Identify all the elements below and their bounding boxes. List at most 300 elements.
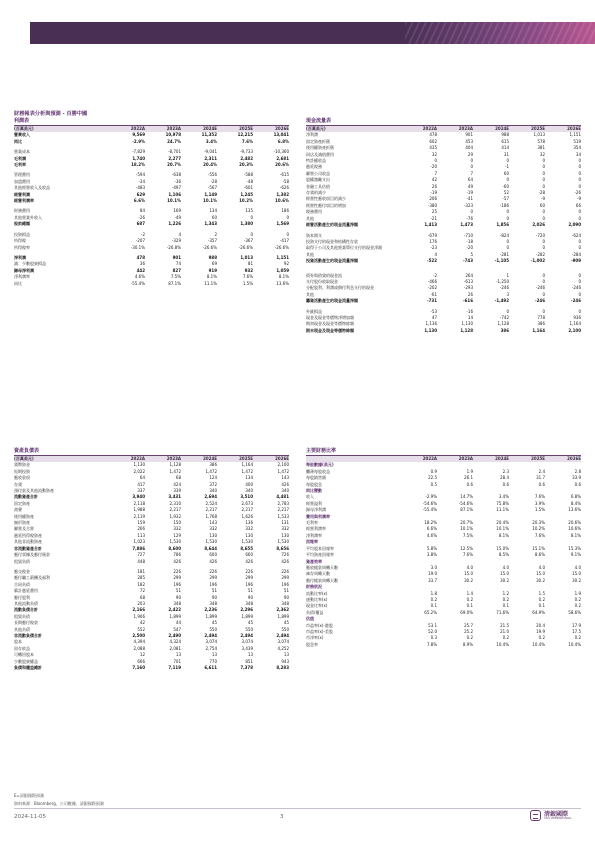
cash-flow-title: 現金流量表 xyxy=(306,118,581,126)
row-value: 2 xyxy=(214,231,217,237)
row-value: 1,899 xyxy=(169,613,181,619)
row-value: 64.9% xyxy=(532,609,545,615)
row-value: 0 xyxy=(286,231,289,237)
row-label: 毛利潤 xyxy=(14,155,26,161)
row-value: -556 xyxy=(207,172,217,178)
row-value: 11.1% xyxy=(204,280,217,286)
row-value: 0.6 xyxy=(574,481,581,487)
row-label: 庫存周轉天數 xyxy=(306,571,330,577)
row-value: 2,081 xyxy=(169,645,181,651)
row-value: 442 xyxy=(136,267,145,273)
row-value: 2,783 xyxy=(277,500,289,506)
row-label: 每股銷售額 xyxy=(306,475,326,481)
row-value: 176 xyxy=(429,238,437,244)
row-value: 2,673 xyxy=(241,500,253,506)
row-label: 稅務費用 xyxy=(306,209,322,215)
row-value: 1,569 xyxy=(276,221,289,227)
row-value: 17.5 xyxy=(572,628,581,634)
row-value: 285 xyxy=(137,575,145,581)
row-label: 財務費用 xyxy=(14,208,30,214)
row-value: -7,829 xyxy=(132,149,145,155)
row-value: 20.4 xyxy=(536,622,545,628)
row-value: -616 xyxy=(462,298,473,304)
row-value: 414 xyxy=(501,145,509,151)
row-value: 2,217 xyxy=(241,507,253,513)
row-value: 932 xyxy=(244,267,253,273)
row-value: 135 xyxy=(245,208,253,214)
row-value: 1,023 xyxy=(133,539,145,545)
row-value: 13.6% xyxy=(276,280,289,286)
row-label: 減：少數股東損益 xyxy=(14,261,46,267)
row-value: 2,524 xyxy=(205,500,217,506)
row-value: -731 xyxy=(426,298,437,304)
row-label: 市盈率(x)-港股 xyxy=(306,622,333,628)
row-value: 2.3 xyxy=(502,468,509,474)
row-value: 10.4% xyxy=(496,641,509,647)
row-value: 60 xyxy=(539,202,545,208)
row-value: 0 xyxy=(542,308,545,314)
row-value: -57 xyxy=(502,196,509,202)
row-value: -48 xyxy=(246,178,253,184)
row-value: 0 xyxy=(506,245,509,251)
row-value: -329 xyxy=(171,238,181,244)
row-value: 1,013 xyxy=(240,254,253,260)
row-value: 3.8% xyxy=(426,552,437,558)
row-value: 0 xyxy=(542,215,545,221)
row-label: 流動資產合計 xyxy=(14,494,38,500)
row-value: 0 xyxy=(578,158,581,164)
row-value: 20.4% xyxy=(203,162,217,168)
row-value: 0.6 xyxy=(538,481,545,487)
row-value: -282 xyxy=(535,251,545,257)
row-value: -2 xyxy=(433,272,437,278)
row-value: 1,149 xyxy=(204,191,217,197)
row-value: -10,360 xyxy=(273,149,289,155)
row-value: 4.0 xyxy=(574,564,581,570)
row-value: -186 xyxy=(499,202,509,208)
row-value: 1,151 xyxy=(276,254,289,260)
page-number: 3 xyxy=(280,814,284,820)
row-value: 3,074 xyxy=(241,639,253,645)
row-value: 1,130 xyxy=(424,327,437,333)
row-value: -55.4% xyxy=(130,280,145,286)
row-value: 51 xyxy=(283,588,289,594)
row-value: 2,494 xyxy=(240,632,253,638)
row-value: 1,988 xyxy=(133,507,145,513)
row-value: 1,380 xyxy=(240,221,253,227)
row-value: 4.0 xyxy=(466,564,473,570)
row-value: 8,600 xyxy=(168,545,181,551)
row-value: 69 xyxy=(211,261,217,267)
row-value: -58 xyxy=(282,178,289,184)
row-value: 143 xyxy=(281,475,289,481)
row-value: -55.4% xyxy=(422,507,437,513)
row-label: 股息率 xyxy=(306,641,318,647)
row-value: 19.0 xyxy=(428,571,437,577)
row-label: 分配股利、利潤或償付利息支付的現金 xyxy=(306,285,374,291)
cash-flow-table xyxy=(306,126,581,334)
row-value: 143 xyxy=(209,520,217,526)
row-value: 701 xyxy=(173,658,181,664)
row-value: 1.4 xyxy=(466,590,473,596)
row-value: 33.7 xyxy=(428,577,437,583)
row-value: -522 xyxy=(426,258,437,264)
row-value: 381 xyxy=(537,145,545,151)
row-value: 0.9 xyxy=(430,468,437,474)
row-value: 21.5 xyxy=(500,622,509,628)
row-value: 52 xyxy=(503,190,509,196)
row-value: 3,510 xyxy=(240,494,253,500)
row-value: 0.2 xyxy=(502,596,509,602)
row-value: 8,655 xyxy=(240,545,253,551)
row-value: 64 xyxy=(139,475,145,481)
row-value: -36 xyxy=(174,178,181,184)
row-value: -615 xyxy=(279,172,289,178)
row-value: 2,100 xyxy=(568,327,581,333)
row-value: 1,530 xyxy=(205,539,217,545)
row-value: 7.5% xyxy=(462,532,473,538)
row-value: -20 xyxy=(430,164,437,170)
row-label: 期初現金及現金等價物餘額 xyxy=(306,321,354,327)
row-value: 988 xyxy=(208,254,217,260)
row-value: 10.6% xyxy=(568,526,581,532)
row-value: 1,472 xyxy=(241,468,253,474)
row-value: 196 xyxy=(173,581,181,587)
row-value: -9 xyxy=(541,196,545,202)
row-label: 同店及減值費用 xyxy=(306,151,334,157)
row-value: 0 xyxy=(542,183,545,189)
row-value: 159 xyxy=(137,520,145,526)
row-label: 應付帳款周轉天數 xyxy=(306,577,338,583)
row-value: -638 xyxy=(171,172,181,178)
row-value: 4,394 xyxy=(133,639,145,645)
year-header: 2025E xyxy=(217,456,253,462)
row-value: 58.6% xyxy=(568,609,581,615)
row-label: 聯營及合營 xyxy=(14,526,34,532)
row-value: 2.8 xyxy=(574,468,581,474)
row-value: 332 xyxy=(209,526,217,532)
row-value: 0 xyxy=(506,209,509,215)
row-value: -18 xyxy=(466,238,473,244)
row-value: -824 xyxy=(499,232,509,238)
row-value: 10.1% xyxy=(496,526,509,532)
row-label: 財務狀況 xyxy=(306,584,322,590)
row-value: 0 xyxy=(578,308,581,314)
row-value: 348 xyxy=(209,600,217,606)
table-row xyxy=(306,642,581,648)
row-label: 投資活動產生的現金流量淨額 xyxy=(306,258,358,264)
row-label: 現金比率(x) xyxy=(306,603,328,609)
row-value: 113 xyxy=(137,532,145,538)
row-value: 0 xyxy=(578,278,581,284)
row-value: -909 xyxy=(570,258,581,264)
row-value: 21.0 xyxy=(500,628,509,634)
row-value: 8.1% xyxy=(570,532,581,538)
row-value: 68 xyxy=(175,475,181,481)
row-value: 134 xyxy=(245,475,253,481)
row-value: 226 xyxy=(173,568,181,574)
row-value: 2,166 xyxy=(132,607,145,613)
row-value: 426 xyxy=(281,558,289,564)
row-label: 負債/權益 xyxy=(306,609,324,615)
row-value: 1,473 xyxy=(460,222,473,228)
row-label: 留存收益 xyxy=(14,645,30,651)
row-value: 15.0 xyxy=(536,571,545,577)
row-value: 10.1% xyxy=(203,198,217,204)
row-value: 478 xyxy=(136,254,145,260)
row-label: 每股股息 xyxy=(306,481,322,487)
row-value: 13 xyxy=(247,652,253,658)
row-value: -49 xyxy=(174,214,181,220)
row-value: 727 xyxy=(137,552,145,558)
row-value: 348 xyxy=(245,600,253,606)
row-value: 10.4% xyxy=(532,641,545,647)
row-value: 2,217 xyxy=(277,507,289,513)
row-value: -624 xyxy=(571,232,581,238)
row-value: 2,026 xyxy=(532,222,545,228)
unit-header: (百萬美元) xyxy=(14,456,109,462)
row-value: 2,088 xyxy=(133,645,145,651)
row-value: 3.4% xyxy=(205,138,217,144)
row-value: 0 xyxy=(578,177,581,183)
row-value: 778 xyxy=(537,314,545,320)
row-value: 1,245 xyxy=(240,191,253,197)
row-value: 10.2% xyxy=(532,526,545,532)
row-value: 354 xyxy=(573,145,581,151)
row-value: 4,481 xyxy=(276,494,289,500)
row-label: 遞延稅務 xyxy=(306,164,322,170)
row-value: 90 xyxy=(247,594,253,600)
row-label: 租賃負債 xyxy=(14,558,30,564)
row-value: 827 xyxy=(172,267,181,273)
income-statement-title: 利潤表 xyxy=(14,118,289,126)
row-value: 0.3 xyxy=(430,635,437,641)
row-value: 0 xyxy=(578,183,581,189)
row-value: 8.4% xyxy=(570,500,581,506)
row-value: 299 xyxy=(209,575,217,581)
row-value: 615 xyxy=(501,138,509,144)
row-value: 7.6% xyxy=(242,274,253,280)
row-value: 36 xyxy=(139,261,145,267)
row-label: 存貨 xyxy=(14,481,22,487)
row-label: 淨利潤率 xyxy=(306,532,322,538)
row-value: 0.2 xyxy=(574,635,581,641)
row-value: -284 xyxy=(571,251,581,257)
row-value: -9,041 xyxy=(204,149,217,155)
row-label: 市盈率(x)-美股 xyxy=(306,628,333,634)
income-statement-panel xyxy=(14,118,289,287)
row-value: 129 xyxy=(173,532,181,538)
row-value: 0 xyxy=(542,291,545,297)
row-value: 3.9% xyxy=(534,500,545,506)
row-value: -2 xyxy=(141,231,145,237)
row-label: 應付股利 xyxy=(14,594,30,600)
row-value: 453 xyxy=(465,138,473,144)
row-value: 1,530 xyxy=(241,539,253,545)
row-value: 71.6% xyxy=(496,609,509,615)
row-label: 聯營公司收益 xyxy=(306,170,330,176)
source-note: 資料來源：Bloomberg、公司數據、清銀國際預測 xyxy=(14,801,104,806)
row-value: -23 xyxy=(430,245,437,251)
row-value: 340 xyxy=(209,488,217,494)
row-value: 1,856 xyxy=(496,222,509,228)
row-value: -483 xyxy=(135,185,145,191)
unit-header: (百萬美元) xyxy=(14,126,109,132)
row-value: -1 xyxy=(505,164,509,170)
year-header: 2026E xyxy=(253,456,289,462)
financial-ratios-table xyxy=(306,456,581,648)
row-label: 歸母淨利潤 xyxy=(306,507,326,513)
row-value: 435 xyxy=(429,145,437,151)
row-value: 1,164 xyxy=(569,321,581,327)
row-label: 投資支付的現金和結構性存款 xyxy=(306,238,358,244)
row-value: 3,431 xyxy=(168,494,181,500)
row-value: 4,324 xyxy=(169,639,181,645)
row-value: 14.7% xyxy=(460,494,473,500)
row-value: 0 xyxy=(542,238,545,244)
row-value: 3 xyxy=(506,291,509,297)
row-label: 淨利潤率 xyxy=(14,274,30,280)
row-label: 回報率 xyxy=(306,539,318,545)
row-value: 31 xyxy=(503,151,509,157)
row-value: 31.7 xyxy=(536,475,545,481)
row-label: 資產效率 xyxy=(306,558,322,564)
row-value: 0.1 xyxy=(466,603,473,609)
row-label: 金融工具估值 xyxy=(306,183,330,189)
row-value: 25 xyxy=(431,209,437,215)
row-label: 固定資產 xyxy=(14,500,30,506)
row-value: 0 xyxy=(578,238,581,244)
row-value: 1,128 xyxy=(169,462,181,468)
row-value: 8,283 xyxy=(276,665,289,670)
row-value: 3,074 xyxy=(205,639,217,645)
row-label: 營業收入 xyxy=(14,132,30,138)
row-value: 136 xyxy=(245,520,253,526)
row-value: 988 xyxy=(501,132,509,138)
row-label: 遞延所得稅資產 xyxy=(14,532,42,538)
row-label: 使用權資產 xyxy=(14,513,34,519)
row-value: 1,899 xyxy=(241,613,253,619)
row-label: 流動負債合計 xyxy=(14,607,38,613)
row-value: 0 xyxy=(542,278,545,284)
row-value: 1,130 xyxy=(133,462,145,468)
row-value: 1,530 xyxy=(169,539,181,545)
row-value: 45 xyxy=(247,620,253,626)
row-value: 4.0 xyxy=(538,564,545,570)
row-value: 9.1% xyxy=(570,552,581,558)
row-value: 0 xyxy=(506,238,509,244)
row-value: 130 xyxy=(245,532,253,538)
row-value: 51 xyxy=(247,588,253,594)
row-label: 其他 xyxy=(306,215,314,221)
row-value: -76 xyxy=(466,215,473,221)
row-value: 9,569 xyxy=(132,132,145,138)
row-value: 90 xyxy=(175,594,181,600)
row-label: 非流動負債合計 xyxy=(14,632,42,638)
row-value: 19.9 xyxy=(536,628,545,634)
row-value: 687 xyxy=(136,221,145,227)
row-label: 經營利潤率 xyxy=(14,198,34,204)
row-value: -357 xyxy=(207,238,217,244)
row-value: 404 xyxy=(465,145,473,151)
unit-header: (百萬美元) xyxy=(306,126,401,132)
row-label: 股本 xyxy=(14,639,22,645)
year-header: 2025E xyxy=(509,126,545,132)
row-value: 0.5 xyxy=(430,481,437,487)
row-label: 管理費用 xyxy=(14,172,30,178)
row-value: 51 xyxy=(211,588,217,594)
row-value: 30.2 xyxy=(464,577,473,583)
row-value: 0.2 xyxy=(574,603,581,609)
row-value: 3.4% xyxy=(498,494,509,500)
row-value: -28 xyxy=(210,178,217,184)
row-value: 3,940 xyxy=(132,494,145,500)
row-value: 75.8% xyxy=(496,500,509,506)
row-value: 0.2 xyxy=(538,596,545,602)
row-value: -26.6% xyxy=(202,244,217,250)
row-value: 68 xyxy=(139,594,145,600)
row-label: 短期投資 xyxy=(14,468,30,474)
row-value: 32 xyxy=(539,151,545,157)
row-value: 53.1 xyxy=(428,622,437,628)
row-value: 2,494 xyxy=(276,632,289,638)
row-value: -61 xyxy=(430,291,437,297)
row-value: 130 xyxy=(209,532,217,538)
row-value: 15.1% xyxy=(532,545,545,551)
row-value: 1,128 xyxy=(497,321,509,327)
row-value: 0 xyxy=(578,170,581,176)
row-value: 901 xyxy=(465,132,473,138)
row-value: -21 xyxy=(430,215,437,221)
row-value: 10,978 xyxy=(165,132,181,138)
row-value: 8.1% xyxy=(278,274,289,280)
row-value: -246 xyxy=(534,298,545,304)
row-value: 0 xyxy=(578,245,581,251)
row-value: 26 xyxy=(431,183,437,189)
row-value: 1.9 xyxy=(466,468,473,474)
forecast-note: E=清銀國際預測 xyxy=(14,793,44,798)
row-value: 6.6% xyxy=(133,198,145,204)
row-value: 10.1% xyxy=(460,526,473,532)
row-label: 同比 xyxy=(14,280,22,286)
row-value: 20.7% xyxy=(167,162,181,168)
row-value: 0 xyxy=(506,158,509,164)
year-header: 2023A xyxy=(437,456,473,462)
row-value: -1,492 xyxy=(494,298,509,304)
row-value: 0.2 xyxy=(466,635,473,641)
cash-flow-panel xyxy=(306,118,581,334)
row-value: -54.6% xyxy=(458,500,473,506)
row-value: -246 xyxy=(499,285,509,291)
row-value: 426 xyxy=(209,558,217,564)
row-value: 24.7% xyxy=(167,138,181,144)
row-value: -497 xyxy=(171,185,181,191)
row-value: 0.2 xyxy=(574,596,581,602)
row-value: 2.4 xyxy=(538,468,545,474)
row-value: 2,754 xyxy=(205,645,217,651)
row-value: 18.2% xyxy=(424,520,437,526)
row-value: 206 xyxy=(429,196,437,202)
row-value: 1,343 xyxy=(204,221,217,227)
row-value: 169 xyxy=(173,208,181,214)
row-value: 13 xyxy=(211,652,217,658)
row-value: 131 xyxy=(281,520,289,526)
row-value: 1,151 xyxy=(569,132,581,138)
row-value: 426 xyxy=(281,481,289,487)
year-header: 2024E xyxy=(473,456,509,462)
row-label: 現金及現金等價物淨增加額 xyxy=(306,314,354,320)
row-value: 0 xyxy=(250,231,253,237)
